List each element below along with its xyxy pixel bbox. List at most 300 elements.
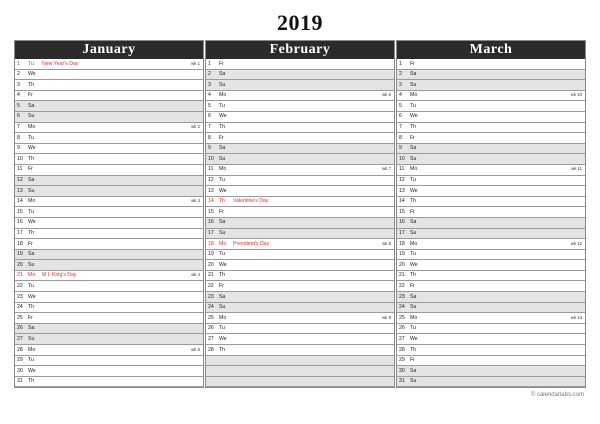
day-of-week: Su	[219, 304, 226, 311]
day-row[interactable]	[15, 303, 203, 314]
month-header: February	[206, 41, 394, 59]
day-row[interactable]	[15, 154, 203, 165]
day-row[interactable]	[206, 229, 394, 240]
day-row-empty	[206, 356, 394, 367]
day-of-week: Th	[28, 230, 35, 236]
day-list	[15, 59, 203, 387]
day-row-empty	[206, 377, 394, 388]
day-row[interactable]	[15, 334, 203, 345]
day-of-week: Su	[219, 81, 226, 88]
day-row[interactable]	[206, 144, 394, 155]
day-number: 27	[208, 335, 214, 342]
day-of-week: We	[219, 261, 227, 268]
week-number: wk 11	[571, 166, 582, 172]
day-of-week: Tu	[410, 325, 416, 332]
day-of-week: We	[219, 335, 227, 342]
day-number: 19	[17, 251, 23, 258]
day-of-week: Mo	[219, 166, 227, 173]
day-of-week: Th	[28, 378, 35, 385]
day-number: 10	[17, 155, 23, 162]
day-number: 20	[17, 261, 23, 268]
day-number: 15	[208, 208, 214, 215]
month-header: January	[15, 41, 203, 59]
day-of-week: Mo	[410, 314, 418, 321]
day-number: 25	[399, 314, 405, 321]
day-number: 3	[208, 81, 211, 88]
day-row[interactable]	[397, 91, 585, 102]
day-of-week: Tu	[219, 251, 225, 258]
day-number: 9	[399, 145, 402, 152]
day-number: 1	[17, 60, 20, 67]
day-of-week: Tu	[219, 177, 225, 184]
day-number: 12	[17, 177, 23, 184]
day-of-week: Fr	[410, 357, 415, 364]
day-row[interactable]	[206, 218, 394, 229]
day-of-week: We	[410, 187, 418, 194]
day-number: 24	[399, 304, 405, 311]
day-row[interactable]	[15, 70, 203, 81]
day-of-week: Th	[28, 304, 35, 311]
day-number: 2	[208, 71, 211, 78]
day-list	[397, 59, 585, 387]
day-row[interactable]	[206, 260, 394, 271]
day-number: 23	[17, 293, 23, 300]
day-of-week: Sa	[219, 293, 226, 300]
day-event-label: Valentine's Day	[233, 198, 269, 205]
day-of-week: Mo	[410, 240, 418, 247]
day-of-week: Su	[28, 335, 35, 342]
day-of-week: Su	[410, 81, 417, 88]
day-row[interactable]	[15, 165, 203, 176]
day-row[interactable]	[397, 70, 585, 81]
day-number: 6	[399, 113, 402, 120]
day-number: 13	[399, 187, 405, 194]
day-number: 1	[208, 60, 211, 67]
day-of-week: Mo	[219, 240, 227, 247]
day-row[interactable]	[206, 313, 394, 324]
day-of-week: Tu	[28, 357, 34, 364]
day-number: 3	[17, 81, 20, 88]
day-row[interactable]	[206, 91, 394, 102]
day-of-week: We	[28, 293, 36, 300]
day-of-week: Sa	[28, 325, 35, 332]
day-of-week: We	[410, 335, 418, 342]
day-number: 26	[399, 325, 405, 332]
day-row[interactable]	[15, 356, 203, 367]
day-row[interactable]	[15, 229, 203, 240]
day-of-week: Tu	[410, 177, 416, 184]
day-row[interactable]	[397, 303, 585, 314]
day-of-week: Fr	[410, 208, 415, 215]
day-of-week: Fr	[28, 314, 33, 321]
day-number: 12	[399, 177, 405, 184]
day-row[interactable]	[206, 59, 394, 70]
day-row[interactable]	[397, 112, 585, 123]
day-number: 21	[208, 272, 214, 279]
day-row[interactable]	[15, 324, 203, 335]
day-row[interactable]	[15, 123, 203, 134]
day-of-week: Su	[28, 261, 35, 268]
day-number: 20	[399, 261, 405, 268]
day-number: 8	[399, 134, 402, 141]
day-row[interactable]	[15, 176, 203, 187]
day-row[interactable]	[397, 144, 585, 155]
day-of-week: Th	[410, 272, 417, 279]
day-number: 5	[208, 102, 211, 109]
week-number: wk 3	[191, 198, 200, 204]
day-row-empty	[206, 366, 394, 377]
day-of-week: Su	[219, 155, 226, 162]
day-number: 29	[399, 357, 405, 364]
day-number: 31	[399, 378, 405, 385]
day-row[interactable]	[15, 91, 203, 102]
day-of-week: Mo	[28, 272, 36, 279]
day-row[interactable]	[397, 366, 585, 377]
day-number: 7	[399, 124, 402, 131]
day-row[interactable]	[397, 229, 585, 240]
week-number: wk 7	[382, 166, 391, 172]
day-of-week: Sa	[410, 145, 417, 152]
day-number: 6	[208, 113, 211, 120]
day-number: 21	[17, 272, 23, 279]
day-row[interactable]	[206, 292, 394, 303]
day-row[interactable]	[15, 207, 203, 218]
day-number: 30	[399, 367, 405, 374]
day-of-week: Fr	[219, 208, 224, 215]
day-of-week: Sa	[219, 219, 226, 226]
day-row[interactable]	[206, 250, 394, 261]
day-number: 7	[208, 124, 211, 131]
day-of-week: Sa	[410, 219, 417, 226]
day-row[interactable]	[206, 165, 394, 176]
day-row[interactable]	[397, 154, 585, 165]
day-row[interactable]	[397, 59, 585, 70]
day-row[interactable]	[206, 154, 394, 165]
day-of-week: We	[410, 261, 418, 268]
day-of-week: Th	[219, 124, 226, 131]
day-of-week: Th	[28, 155, 35, 162]
day-row[interactable]	[206, 123, 394, 134]
day-of-week: Fr	[28, 166, 33, 173]
day-row[interactable]	[206, 324, 394, 335]
day-of-week: Tu	[410, 102, 416, 109]
day-row[interactable]	[15, 281, 203, 292]
day-row[interactable]	[397, 133, 585, 144]
day-number: 16	[208, 219, 214, 226]
day-number: 24	[208, 304, 214, 311]
day-number: 2	[399, 71, 402, 78]
day-number: 18	[399, 240, 405, 247]
day-row[interactable]	[206, 133, 394, 144]
day-of-week: Tu	[28, 208, 34, 215]
day-row[interactable]	[397, 197, 585, 208]
day-of-week: Tu	[28, 60, 34, 67]
day-row[interactable]	[206, 112, 394, 123]
day-of-week: Su	[410, 155, 417, 162]
day-number: 27	[17, 335, 23, 342]
day-row[interactable]	[15, 313, 203, 324]
day-number: 16	[17, 219, 23, 226]
day-of-week: We	[219, 113, 227, 120]
day-of-week: Su	[28, 113, 35, 120]
day-row[interactable]	[15, 101, 203, 112]
day-row[interactable]	[397, 101, 585, 112]
day-row[interactable]	[397, 313, 585, 324]
day-of-week: Su	[410, 230, 417, 236]
day-event-label: President's Day	[233, 240, 270, 247]
day-number: 14	[399, 198, 405, 205]
day-of-week: We	[28, 145, 36, 152]
day-of-week: Sa	[28, 102, 35, 109]
day-row[interactable]	[15, 59, 203, 70]
day-number: 23	[399, 293, 405, 300]
day-row[interactable]	[397, 260, 585, 271]
day-row[interactable]	[15, 292, 203, 303]
week-number: wk 12	[570, 240, 582, 246]
day-of-week: We	[28, 219, 36, 226]
day-number: 10	[208, 155, 214, 162]
day-row[interactable]	[15, 250, 203, 261]
day-row[interactable]	[206, 176, 394, 187]
day-of-week: Mo	[410, 166, 418, 173]
day-row[interactable]	[397, 80, 585, 91]
day-number: 20	[208, 261, 214, 268]
week-number: wk 2	[191, 124, 200, 130]
day-row[interactable]	[15, 271, 203, 282]
day-row[interactable]	[397, 334, 585, 345]
day-number: 17	[399, 230, 405, 236]
day-number: 29	[17, 357, 23, 364]
day-number: 26	[208, 325, 214, 332]
day-of-week: Fr	[219, 282, 224, 289]
day-of-week: Mo	[410, 92, 418, 99]
day-row[interactable]	[397, 281, 585, 292]
day-row[interactable]	[397, 356, 585, 367]
day-number: 1	[399, 60, 402, 67]
day-row[interactable]	[397, 324, 585, 335]
day-number: 22	[17, 282, 23, 289]
day-of-week: Fr	[410, 134, 415, 141]
day-number: 22	[208, 282, 214, 289]
day-row[interactable]	[15, 260, 203, 271]
day-row[interactable]	[397, 250, 585, 261]
day-number: 7	[17, 124, 20, 131]
day-of-week: Sa	[219, 145, 226, 152]
day-number: 12	[208, 177, 214, 184]
day-number: 19	[399, 251, 405, 258]
day-of-week: Mo	[28, 346, 36, 353]
day-row[interactable]	[397, 176, 585, 187]
day-row[interactable]	[206, 281, 394, 292]
months-container	[0, 34, 600, 388]
day-number: 11	[208, 166, 214, 173]
day-of-week: Tu	[410, 251, 416, 258]
day-of-week: Fr	[219, 60, 224, 67]
day-number: 9	[208, 145, 211, 152]
day-number: 16	[399, 219, 405, 226]
day-of-week: Mo	[28, 124, 36, 131]
day-row[interactable]	[206, 186, 394, 197]
day-row[interactable]	[15, 345, 203, 356]
day-of-week: Su	[219, 230, 226, 236]
day-number: 3	[399, 81, 402, 88]
day-of-week: Tu	[28, 134, 34, 141]
day-number: 31	[17, 378, 23, 385]
day-of-week: Th	[219, 272, 226, 279]
day-of-week: Sa	[410, 367, 417, 374]
day-of-week: Sa	[28, 251, 35, 258]
day-row[interactable]	[397, 165, 585, 176]
page-title: 2019	[277, 10, 323, 35]
day-list	[206, 59, 394, 387]
day-row[interactable]	[15, 197, 203, 208]
day-number: 28	[208, 346, 214, 353]
day-of-week: We	[28, 367, 36, 374]
day-of-week: Fr	[219, 134, 224, 141]
day-row[interactable]	[15, 144, 203, 155]
week-number: wk 13	[570, 314, 582, 320]
day-number: 6	[17, 113, 20, 120]
day-number: 13	[208, 187, 214, 194]
day-number: 23	[208, 293, 214, 300]
day-number: 30	[17, 367, 23, 374]
day-number: 5	[17, 102, 20, 109]
day-row[interactable]	[397, 207, 585, 218]
day-of-week: Fr	[28, 92, 33, 99]
day-of-week: Mo	[28, 198, 36, 205]
day-of-week: Tu	[28, 282, 34, 289]
day-of-week: Sa	[28, 177, 35, 184]
day-event-label: M L King's Day	[42, 272, 77, 279]
day-of-week: We	[28, 71, 36, 78]
day-row[interactable]	[206, 303, 394, 314]
month-column	[205, 40, 395, 388]
day-of-week: Th	[28, 81, 35, 88]
day-number: 15	[399, 208, 405, 215]
day-number: 18	[17, 240, 23, 247]
day-number: 8	[17, 134, 20, 141]
day-number: 4	[399, 92, 402, 99]
day-row[interactable]	[397, 271, 585, 282]
day-row[interactable]	[397, 239, 585, 250]
day-row[interactable]	[397, 292, 585, 303]
day-number: 17	[17, 230, 23, 236]
day-row[interactable]	[15, 112, 203, 123]
day-of-week: Sa	[410, 71, 417, 78]
day-row[interactable]	[397, 377, 585, 388]
day-number: 14	[17, 198, 23, 205]
day-of-week: Sa	[410, 293, 417, 300]
day-row[interactable]	[397, 186, 585, 197]
day-of-week: Tu	[219, 102, 225, 109]
day-row[interactable]	[15, 186, 203, 197]
day-number: 22	[399, 282, 405, 289]
day-row[interactable]	[206, 70, 394, 81]
day-number: 10	[399, 155, 405, 162]
day-row[interactable]	[206, 101, 394, 112]
day-number: 5	[399, 102, 402, 109]
day-of-week: Th	[410, 198, 417, 205]
day-number: 24	[17, 304, 23, 311]
day-row[interactable]	[15, 80, 203, 91]
week-number: wk 10	[570, 92, 582, 98]
day-of-week: Fr	[28, 240, 33, 247]
day-row[interactable]	[206, 334, 394, 345]
day-number: 4	[17, 92, 20, 99]
week-number: wk 9	[382, 314, 391, 320]
day-row[interactable]	[15, 133, 203, 144]
day-row[interactable]	[206, 197, 394, 208]
day-row[interactable]	[15, 377, 203, 388]
day-of-week: Su	[410, 378, 417, 385]
week-number: wk 6	[382, 92, 391, 98]
month-column	[396, 40, 586, 388]
week-number: wk 4	[191, 272, 200, 278]
day-of-week: We	[219, 187, 227, 194]
day-number: 2	[17, 71, 20, 78]
day-number: 14	[208, 198, 214, 205]
day-of-week: Th	[219, 346, 226, 353]
day-number: 27	[399, 335, 405, 342]
day-row[interactable]	[15, 366, 203, 377]
day-row[interactable]	[206, 345, 394, 356]
day-row[interactable]	[206, 271, 394, 282]
day-number: 9	[17, 145, 20, 152]
day-number: 13	[17, 187, 23, 194]
day-number: 19	[208, 251, 214, 258]
day-row[interactable]	[397, 345, 585, 356]
week-number: wk 8	[382, 240, 391, 246]
day-of-week: Th	[410, 346, 417, 353]
month-header: March	[397, 41, 585, 59]
day-row[interactable]	[206, 80, 394, 91]
day-of-week: Su	[28, 187, 35, 194]
day-event-label: New Year's Day	[42, 60, 79, 67]
day-number: 11	[399, 166, 405, 173]
day-number: 17	[208, 230, 214, 236]
day-of-week: Su	[410, 304, 417, 311]
day-of-week: Th	[410, 124, 417, 131]
day-of-week: We	[410, 113, 418, 120]
day-row[interactable]	[15, 218, 203, 229]
day-number: 21	[399, 272, 405, 279]
day-of-week: Th	[219, 198, 226, 205]
day-row[interactable]	[206, 207, 394, 218]
day-row[interactable]	[206, 239, 394, 250]
month-column	[14, 40, 204, 388]
day-number: 25	[17, 314, 23, 321]
week-number: wk 5	[191, 346, 200, 352]
day-number: 28	[399, 346, 405, 353]
day-of-week: Sa	[219, 71, 226, 78]
day-number: 25	[208, 314, 214, 321]
day-number: 11	[17, 166, 23, 173]
copyright-footer: © calendarlabs.com	[530, 392, 584, 398]
day-number: 15	[17, 208, 23, 215]
day-number: 4	[208, 92, 211, 99]
week-number: wk 1	[191, 60, 200, 66]
day-row[interactable]	[397, 218, 585, 229]
day-number: 18	[208, 240, 214, 247]
day-row[interactable]	[397, 123, 585, 134]
day-of-week: Mo	[219, 314, 227, 321]
day-of-week: Fr	[410, 60, 415, 67]
day-number: 8	[208, 134, 211, 141]
day-of-week: Tu	[219, 325, 225, 332]
day-number: 28	[17, 346, 23, 353]
day-of-week: Fr	[410, 282, 415, 289]
day-row[interactable]	[15, 239, 203, 250]
